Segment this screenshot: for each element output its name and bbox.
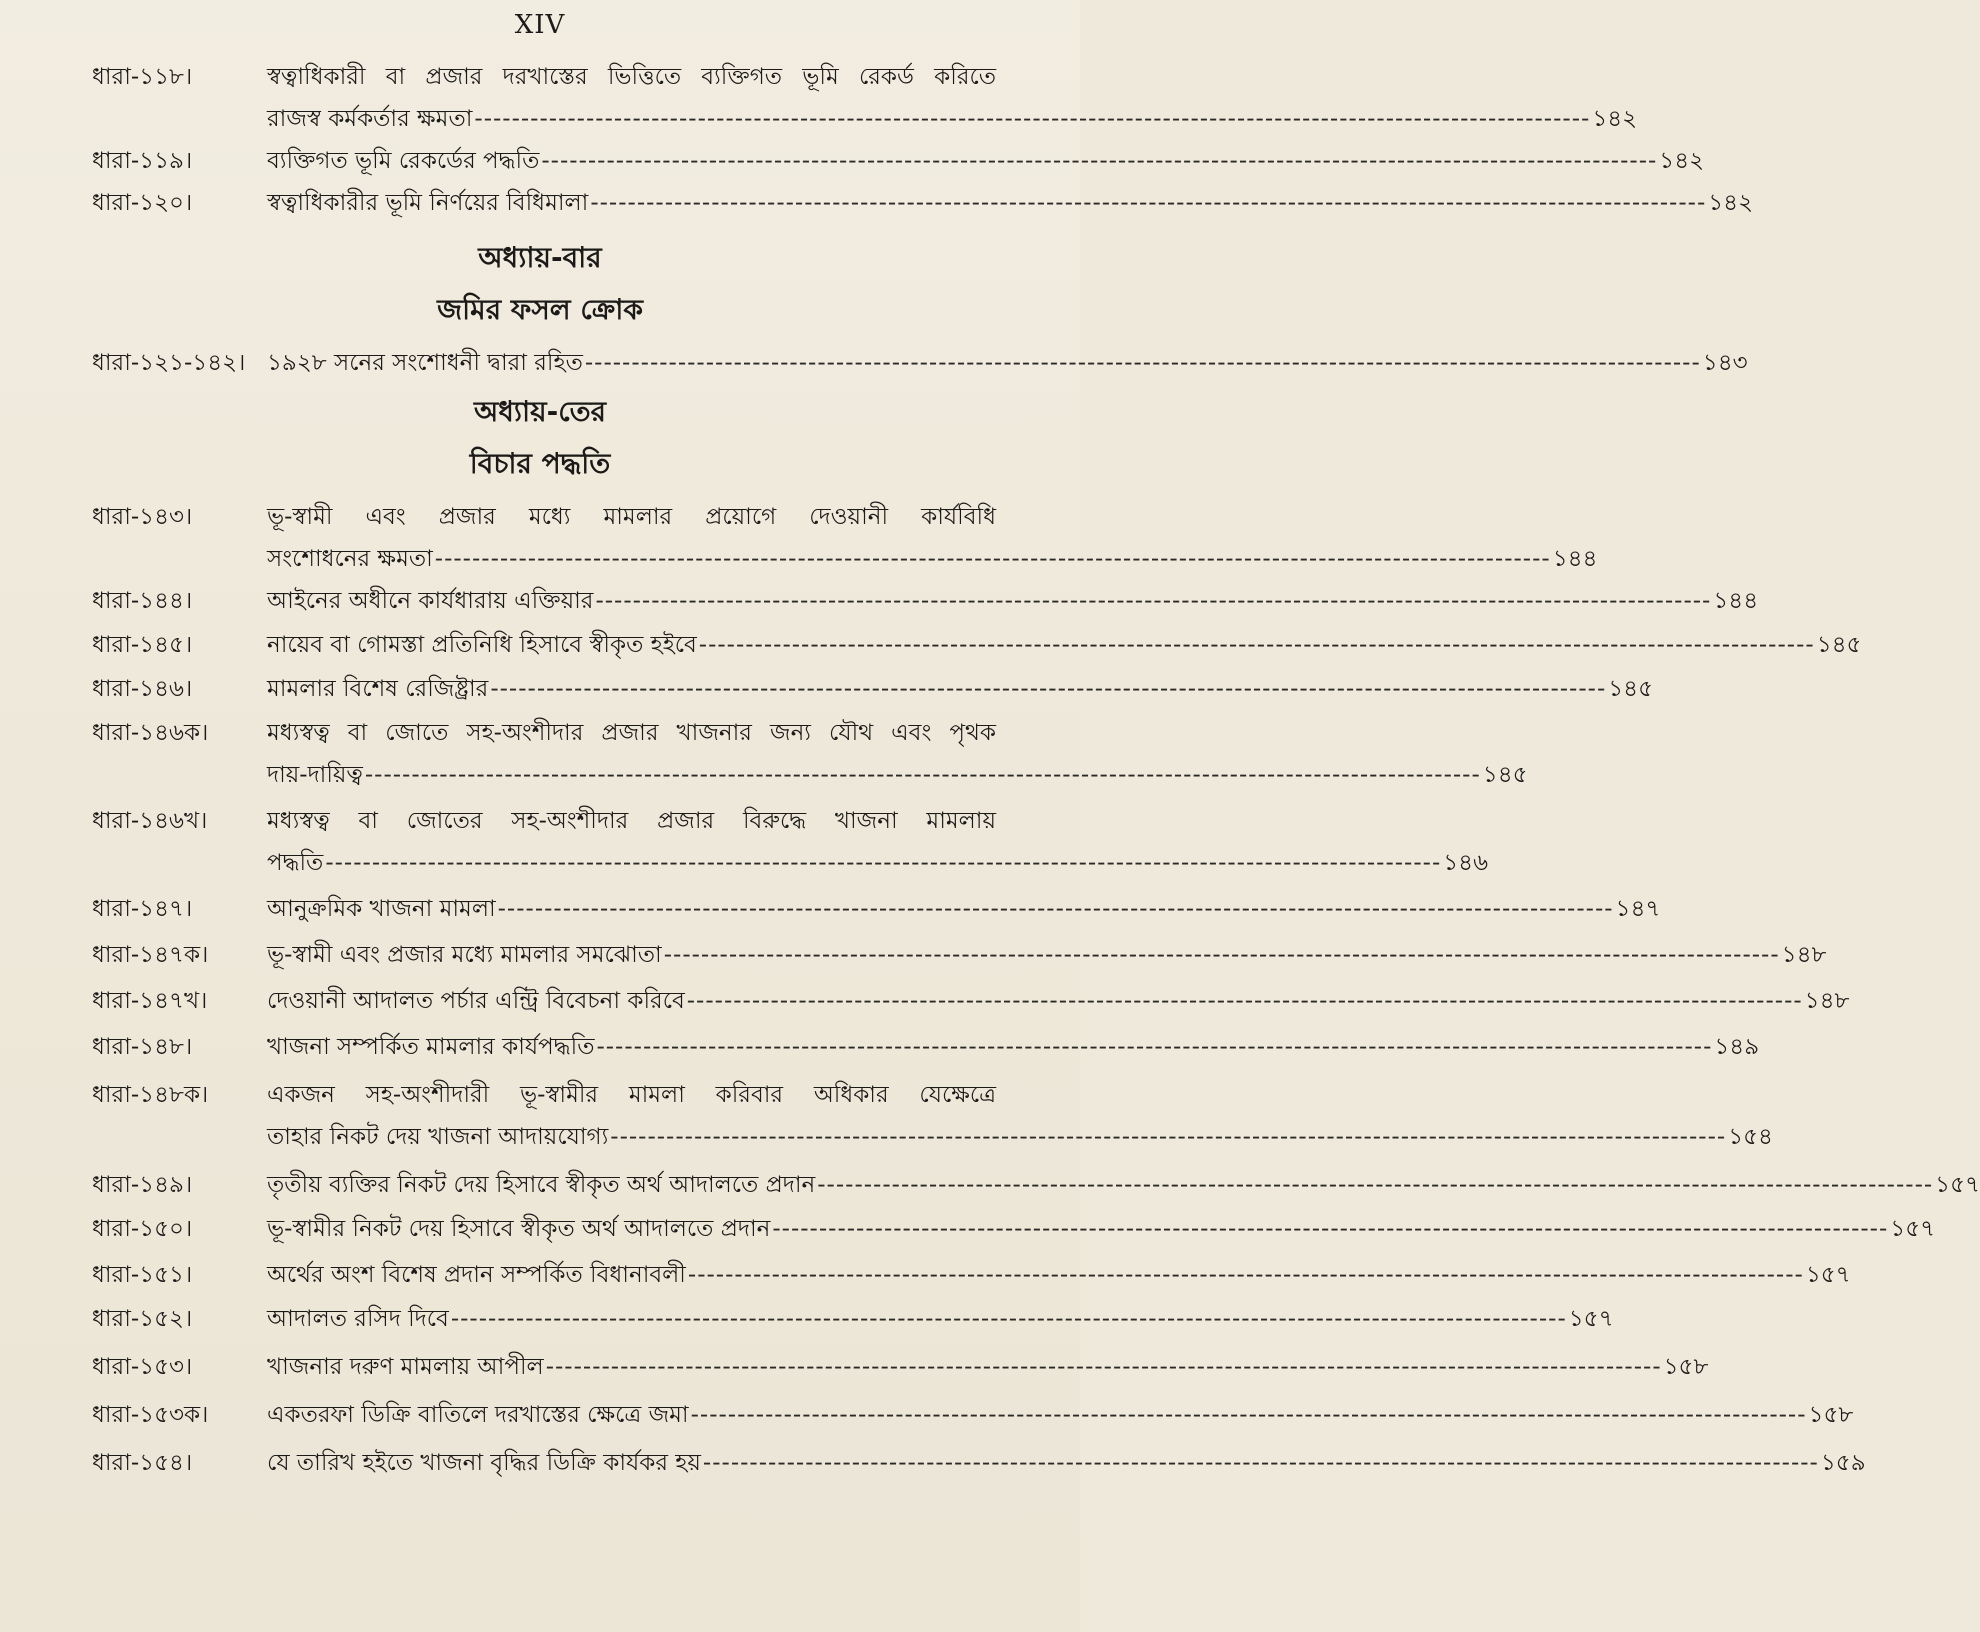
section-number: ধারা-১১৮। [92, 64, 193, 90]
entry-title-line: মধ্যস্বত্ব বা জোতের সহ-অংশীদার প্রজার বিরুদ্ধে খাজনা মামলায় [267, 808, 996, 834]
section-number: ধারা-১৪৬ক। [92, 720, 209, 746]
section-number: ধারা-১৪৮ক। [92, 1082, 209, 1108]
leader-line [267, 1298, 1614, 1340]
entry-title-line: ভূ-স্বামী এবং প্রজার মধ্যে মামলার প্রয়োগে দেওয়ানী কার্যবিধি [267, 504, 996, 530]
page-ref: ১৪৫ [1482, 762, 1528, 788]
section-number: ধারা-১৪৭ক। [92, 942, 209, 968]
page-ref: ১৫৭ [1568, 1306, 1614, 1332]
leader-line [267, 668, 1654, 710]
entry-title-end: রাজস্ব কর্মকর্তার ক্ষমতা [267, 106, 473, 132]
section-number: ধারা-১২১-১৪২। [92, 350, 246, 376]
page-ref: ১৫৯ [1820, 1450, 1866, 1476]
leader-line [267, 580, 1759, 622]
entry-title: ব্যক্তিগত ভূমি রেকর্ডের পদ্ধতি [267, 148, 540, 174]
section-number: ধারা-১৪৬। [92, 676, 193, 702]
page-ref: ১৫৪ [1728, 1124, 1773, 1150]
leader-line [267, 1116, 1773, 1158]
page-ref: ১৪৪ [1552, 546, 1598, 572]
page-ref: ১৪৬ [1443, 850, 1489, 876]
dotted-leader: ------------------------------------------------------------------------------------------------------------------------ [434, 546, 1551, 572]
leader-line [267, 888, 1661, 930]
leader-line [267, 934, 1827, 976]
dotted-leader: ------------------------------------------------------------------------------------------------------------------------ [325, 850, 1442, 876]
entry-title: তৃতীয় ব্যক্তির নিকট দেয় হিসাবে স্বীকৃত অর্থ আদালতে প্রদান [267, 1172, 816, 1198]
entry-title: ১৯২৮ সনের সংশোধনী দ্বারা রহিত [267, 350, 583, 376]
entry-title-line: মধ্যস্বত্ব বা জোতে সহ-অংশীদার প্রজার খাজনার জন্য যৌথ এবং পৃথক [267, 720, 996, 746]
entry-title: আদালত রসিদ দিবে [267, 1306, 449, 1332]
leader-line [267, 1164, 1980, 1206]
page-ref: ১৪৪ [1713, 588, 1759, 614]
leader-line [267, 1442, 1866, 1484]
leader-line [267, 342, 1748, 384]
dotted-leader: ------------------------------------------------------------------------------------------------------------------------ [541, 148, 1658, 174]
dotted-leader: ------------------------------------------------------------------------------------------------------------------------ [450, 1306, 1567, 1332]
leader-line [267, 1394, 1854, 1436]
section-number: ধারা-১৫৩। [92, 1354, 193, 1380]
entry-title: যে তারিখ হইতে খাজনা বৃদ্ধির ডিক্রি কার্যকর হয় [267, 1450, 701, 1476]
chapter-subheading: বিচার পদ্ধতি [469, 447, 611, 480]
section-number: ধারা-১৪৮। [92, 1034, 193, 1060]
entry-title: একতরফা ডিক্রি বাতিলে দরখাস্তের ক্ষেত্রে জমা [267, 1402, 689, 1428]
page-ref: ১৫৮ [1808, 1402, 1854, 1428]
section-number: ধারা-১১৯। [92, 148, 193, 174]
entry-title: আনুক্রমিক খাজনা মামলা [267, 896, 496, 922]
page-ref: ১৫৭ [1935, 1172, 1980, 1198]
entry-title-line: স্বত্বাধিকারী বা প্রজার দরখাস্তের ভিত্তিতে ব্যক্তিগত ভূমি রেকর্ড করিতে [267, 64, 996, 90]
section-number: ধারা-১৪৭। [92, 896, 193, 922]
leader-line [267, 624, 1862, 666]
dotted-leader: ------------------------------------------------------------------------------------------------------------------------ [687, 1262, 1804, 1288]
entry-title: অর্থের অংশ বিশেষ প্রদান সম্পর্কিত বিধানাবলী [267, 1262, 686, 1288]
entry-title-end: পদ্ধতি [267, 850, 324, 876]
section-number: ধারা-১৫৩ক। [92, 1402, 209, 1428]
section-number: ধারা-১৫২। [92, 1306, 193, 1332]
page-ref: ১৪৮ [1804, 988, 1850, 1014]
entry-title: স্বত্বাধিকারীর ভূমি নির্ণয়ের বিধিমালা [267, 190, 589, 216]
entry-title: খাজনা সম্পর্কিত মামলার কার্যপদ্ধতি [267, 1034, 595, 1060]
leader-line [267, 1346, 1709, 1388]
section-number: ধারা-১৫১। [92, 1262, 193, 1288]
section-number: ধারা-১৪৭খ। [92, 988, 208, 1014]
page-ref: ১৪৭ [1615, 896, 1661, 922]
page-ref: ১৪২ [1659, 148, 1705, 174]
section-number: ধারা-১৪৬খ। [92, 808, 208, 834]
leader-line [267, 842, 1489, 884]
dotted-leader: ------------------------------------------------------------------------------------------------------------------------ [595, 588, 1712, 614]
dotted-leader: ------------------------------------------------------------------------------------------------------------------------ [545, 1354, 1662, 1380]
section-number: ধারা-১৪৯। [92, 1172, 193, 1198]
page-ref: ১৫৭ [1805, 1262, 1851, 1288]
page-ref: ১৪২ [1592, 106, 1638, 132]
entry-title: মামলার বিশেষ রেজিষ্ট্রার [267, 676, 489, 702]
entry-title-end: সংশোধনের ক্ষমতা [267, 546, 433, 572]
leader-line [267, 538, 1598, 580]
page-ref: ১৪৯ [1714, 1034, 1760, 1060]
page-ref: ১৫৭ [1890, 1216, 1936, 1242]
dotted-leader: ------------------------------------------------------------------------------------------------------------------------ [610, 1124, 1727, 1150]
dotted-leader: ------------------------------------------------------------------------------------------------------------------------ [686, 988, 1803, 1014]
dotted-leader: ------------------------------------------------------------------------------------------------------------------------ [490, 676, 1607, 702]
entry-title: নায়েব বা গোমস্তা প্রতিনিধি হিসাবে স্বীকৃত হইবে [267, 632, 697, 658]
leader-line [267, 140, 1705, 182]
leader-line [267, 1208, 1936, 1250]
chapter-subheading: জমির ফসল ক্রোক [437, 293, 643, 326]
page-ref: ১৪২ [1708, 190, 1754, 216]
section-number: ধারা-১৫৪। [92, 1450, 193, 1476]
page-ref: ১৪৫ [1608, 676, 1654, 702]
leader-line [267, 980, 1850, 1022]
section-number: ধারা-১৪৫। [92, 632, 193, 658]
entry-title-end: দায়-দায়িত্ব [267, 762, 363, 788]
dotted-leader: ------------------------------------------------------------------------------------------------------------------------ [596, 1034, 1713, 1060]
entry-title: দেওয়ানী আদালত পর্চার এন্ট্রি বিবেচনা করিবে [267, 988, 685, 1014]
section-number: ধারা-১৪৪। [92, 588, 193, 614]
leader-line [267, 754, 1528, 796]
leader-line [267, 182, 1754, 224]
dotted-leader: ------------------------------------------------------------------------------------------------------------------------ [663, 942, 1780, 968]
dotted-leader: ------------------------------------------------------------------------------------------------------------------------ [698, 632, 1815, 658]
page-ref: ১৪৮ [1781, 942, 1827, 968]
dotted-leader: ------------------------------------------------------------------------------------------------------------------------ [702, 1450, 1819, 1476]
entry-title-line: একজন সহ-অংশীদারী ভূ-স্বামীর মামলা করিবার অধিকার যেক্ষেত্রে [267, 1082, 996, 1108]
page-ref: ১৪৩ [1702, 350, 1748, 376]
leader-line [267, 98, 1638, 140]
page-ref: ১৫৮ [1663, 1354, 1709, 1380]
entry-title: ভূ-স্বামীর নিকট দেয় হিসাবে স্বীকৃত অর্থ আদালতে প্রদান [267, 1216, 771, 1242]
entry-title: আইনের অধীনে কার্যধারায় এক্তিয়ার [267, 588, 594, 614]
dotted-leader: ------------------------------------------------------------------------------------------------------------------------ [690, 1402, 1807, 1428]
page-number: XIV [514, 10, 566, 40]
dotted-leader: ------------------------------------------------------------------------------------------------------------------------ [584, 350, 1701, 376]
dotted-leader: ------------------------------------------------------------------------------------------------------------------------ [772, 1216, 1889, 1242]
dotted-leader: ------------------------------------------------------------------------------------------------------------------------ [497, 896, 1614, 922]
dotted-leader: ------------------------------------------------------------------------------------------------------------------------ [364, 762, 1481, 788]
chapter-heading: অধ্যায়-বার [478, 241, 602, 274]
section-number: ধারা-১৫০। [92, 1216, 193, 1242]
dotted-leader: ------------------------------------------------------------------------------------------------------------------------ [474, 106, 1591, 132]
chapter-heading: অধ্যায়-তের [473, 395, 607, 428]
section-number: ধারা-১৪৩। [92, 504, 193, 530]
leader-line [267, 1026, 1760, 1068]
entry-title: খাজনার দরুণ মামলায় আপীল [267, 1354, 544, 1380]
leader-line [267, 1254, 1851, 1296]
section-number: ধারা-১২০। [92, 190, 193, 216]
entry-title-end: তাহার নিকট দেয় খাজনা আদায়যোগ্য [267, 1124, 609, 1150]
dotted-leader: ------------------------------------------------------------------------------------------------------------------------ [817, 1172, 1934, 1198]
dotted-leader: ------------------------------------------------------------------------------------------------------------------------ [590, 190, 1707, 216]
entry-title: ভূ-স্বামী এবং প্রজার মধ্যে মামলার সমঝোতা [267, 942, 662, 968]
page-ref: ১৪৫ [1816, 632, 1862, 658]
